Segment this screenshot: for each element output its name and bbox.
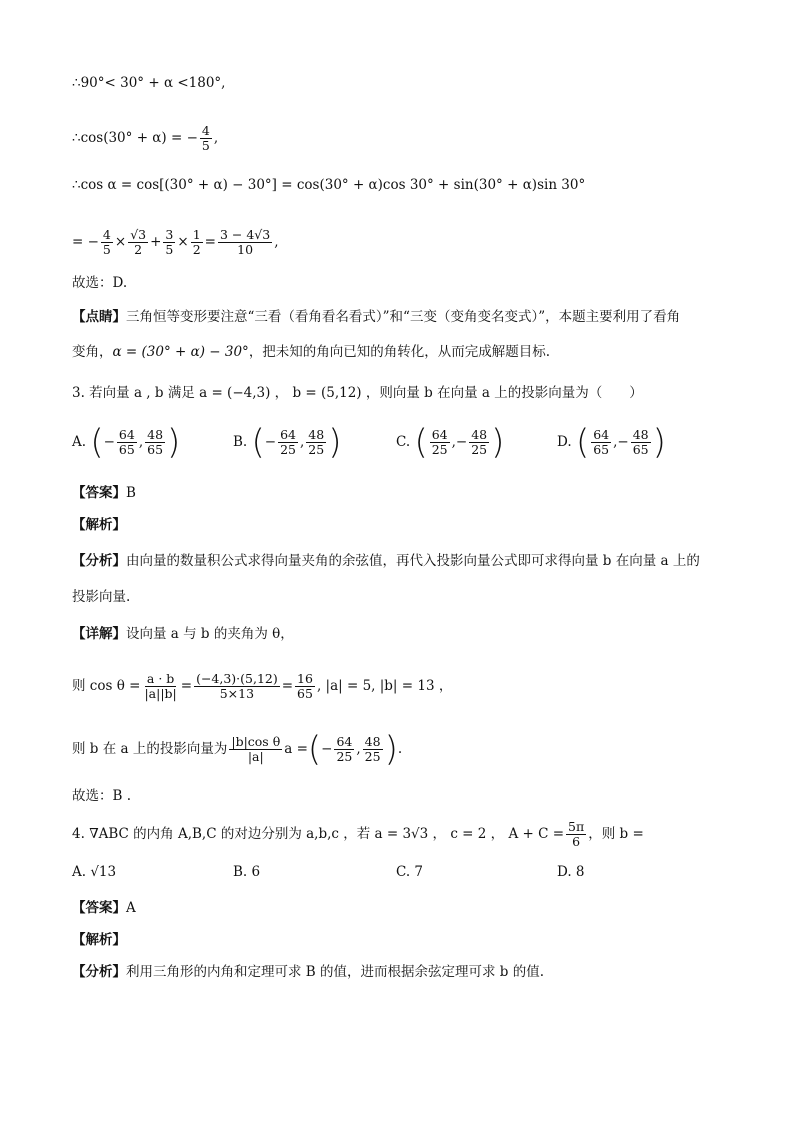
answer-4 xyxy=(72,898,136,918)
paren-close: ) xyxy=(384,729,398,770)
fraction xyxy=(229,735,282,764)
fraction-numerator: 64 xyxy=(593,427,610,442)
fraction-numerator: 3 − 4√3 xyxy=(219,227,271,242)
fraction xyxy=(591,428,611,457)
option-4a: A. √13 xyxy=(72,864,117,880)
option-4b: B. 6 xyxy=(233,864,261,880)
fraction-numerator: 64 xyxy=(280,427,296,442)
fraction-denominator: 25 xyxy=(364,749,381,764)
fraction xyxy=(430,428,450,457)
analysis-heading-4 xyxy=(72,930,126,950)
fraction-denominator: 25 xyxy=(336,749,353,764)
option-label: A. xyxy=(72,434,87,450)
fraction-numerator: 16 xyxy=(297,671,313,686)
projection-prefix: 则 b 在 a 上的投影向量为 xyxy=(72,741,228,757)
equals-sign: = xyxy=(281,678,294,694)
remark-line-2 xyxy=(72,342,550,362)
option-4c: C. 7 xyxy=(396,864,424,880)
step-line-4 xyxy=(72,228,279,257)
fraction-denominator: 25 xyxy=(471,442,488,457)
option-a: A. (− $\frac{64}{65}$ , $\frac{48}{65}$ ) xyxy=(72,422,181,463)
step-line-2 xyxy=(72,124,218,153)
fraction-numerator: 48 xyxy=(308,427,325,442)
fraction xyxy=(334,735,354,764)
cosine-formula-line xyxy=(72,672,452,701)
fraction-numerator: 48 xyxy=(147,427,164,442)
fraction-numerator: 4 xyxy=(201,123,210,138)
fraction-numerator: 64 xyxy=(431,427,448,442)
paren-close: ) xyxy=(167,422,181,463)
fraction-numerator: a · b xyxy=(146,671,175,686)
fraction-numerator: 64 xyxy=(336,734,353,749)
step-line-2-prefix: ∴cos(30° + α) = − xyxy=(72,130,198,146)
fraction-denominator: 65 xyxy=(147,442,164,457)
analysis-tag: 【解析】 xyxy=(72,932,126,948)
analysis-heading-3 xyxy=(72,515,126,535)
fraction xyxy=(117,428,137,457)
fraction xyxy=(278,428,298,457)
fraction-denominator: 65 xyxy=(297,686,313,701)
remark-tag: 【点睛】 xyxy=(72,309,126,325)
fraction-numerator: √3 xyxy=(130,227,147,242)
times-sign: × xyxy=(114,234,127,250)
analysis-text: 由向量的数量积公式求得向量夹角的余弦值，再代入投影向量公式即可求得向量 b 在向量 a 上的 xyxy=(126,553,700,569)
paren-open: ( xyxy=(251,422,265,463)
fraction-denominator: 5×13 xyxy=(219,686,255,701)
fraction xyxy=(142,672,178,701)
fraction xyxy=(101,228,113,257)
fraction-numerator: 3 xyxy=(165,227,174,242)
detail-3-line-1 xyxy=(72,624,294,644)
option-b: B. (− $\frac{64}{25}$ , $\frac{48}{25}$ ) xyxy=(233,422,342,463)
fraction xyxy=(631,428,651,457)
fraction-denominator: 25 xyxy=(308,442,325,457)
paren-open: ( xyxy=(307,729,322,770)
question-suffix: ，则 b = xyxy=(588,826,644,842)
choice-line-b: 故选：B . xyxy=(72,788,132,804)
analysis-sub-tag: 【分析】 xyxy=(72,964,126,980)
remark-line-1 xyxy=(72,307,680,327)
paren-open: ( xyxy=(90,422,104,463)
analysis-4-line-1 xyxy=(72,962,544,982)
analysis-text: 利用三角形的内角和定理可求 B 的值，进而根据余弦定理可求 b 的值. xyxy=(126,964,545,980)
analysis-3-line-2: 投影向量. xyxy=(72,589,131,605)
punctuation: , xyxy=(213,130,219,146)
fraction-denominator: 2 xyxy=(192,242,201,257)
projection-mid: a = xyxy=(284,741,308,757)
equals-sign: = xyxy=(180,678,193,694)
fraction-denominator: 5 xyxy=(165,242,174,257)
question-text: ∇ABC 的内角 A,B,C 的对边分别为 a,b,c ，若 a = 3√3 ， c = 2 ， A + C = xyxy=(89,826,565,842)
fraction-denominator: |a| xyxy=(247,749,264,764)
times-sign: × xyxy=(177,234,189,250)
option-4d: D. 8 xyxy=(557,864,585,880)
answer-value: B xyxy=(126,485,136,501)
fraction-numerator: 48 xyxy=(632,427,649,442)
remark-suffix: ，把未知的角向已知的角转化，从而完成解题目标. xyxy=(248,344,551,360)
fraction xyxy=(566,820,586,849)
punctuation: . xyxy=(397,741,403,757)
detail-tag: 【详解】 xyxy=(72,626,126,642)
fraction-denominator: 65 xyxy=(118,442,135,457)
fraction xyxy=(218,228,272,257)
fraction xyxy=(191,228,203,257)
fraction-denominator: 65 xyxy=(593,442,610,457)
fraction-denominator: 5 xyxy=(102,242,111,257)
magnitudes-text: , |a| = 5, |b| = 13 ， xyxy=(316,678,453,694)
fraction-denominator: 10 xyxy=(237,242,254,257)
answer-3 xyxy=(72,483,136,503)
option-label: C. xyxy=(396,434,411,450)
analysis-sub-tag: 【分析】 xyxy=(72,553,126,569)
punctuation: , xyxy=(274,234,279,250)
fraction xyxy=(363,735,383,764)
projection-line: 则 b 在 a 上的投影向量为 $\frac{\text{|b|cos θ}}{|a|}$ a =(− $\frac{64}{25}$ , $\frac{48}{25}$ ). xyxy=(72,729,403,770)
option-c: C. ( $\frac{64}{25}$ ,− $\frac{48}{25}$ ) xyxy=(396,422,505,463)
step-line-1: ∴90°< 30° + α <180°, xyxy=(72,75,226,91)
fraction xyxy=(145,428,165,457)
fraction-denominator: 6 xyxy=(572,834,581,849)
analysis-tag: 【解析】 xyxy=(72,517,126,533)
paren-close: ) xyxy=(652,422,666,463)
question-number: 4. xyxy=(72,826,85,842)
equals-sign: = xyxy=(204,234,216,250)
answer-tag: 【答案】 xyxy=(72,485,126,501)
fraction-denominator: 5 xyxy=(201,138,210,153)
fraction-numerator: 48 xyxy=(364,734,381,749)
fraction-numerator: 4 xyxy=(102,227,111,242)
fraction-numerator: |b|cos θ xyxy=(231,734,281,749)
fraction-denominator: |a||b| xyxy=(144,686,177,701)
paren-close: ) xyxy=(328,422,342,463)
answer-value: A xyxy=(126,900,136,916)
choice-line-d: 故选：D. xyxy=(72,275,128,291)
answer-tag: 【答案】 xyxy=(72,900,126,916)
fraction xyxy=(194,672,280,701)
fraction xyxy=(295,672,315,701)
fraction xyxy=(469,428,489,457)
fraction-numerator: 48 xyxy=(471,427,488,442)
fraction-numerator: (−4,3)·(5,12) xyxy=(196,671,278,686)
question-4 xyxy=(72,820,644,849)
paren-open: ( xyxy=(414,422,428,463)
remark-text: 三角恒等变形要注意“三看（看角看名看式）”和“三变（变角变名变式）”，本题主要利用了看角 xyxy=(126,309,681,325)
remark-prefix: 变角， xyxy=(72,344,113,360)
fraction xyxy=(200,124,212,153)
plus-sign: + xyxy=(150,234,162,250)
analysis-3-line-1 xyxy=(72,551,700,571)
fraction-numerator: 64 xyxy=(118,427,135,442)
fraction-denominator: 25 xyxy=(431,442,448,457)
fraction xyxy=(128,228,148,257)
fraction xyxy=(306,428,326,457)
fraction-denominator: 65 xyxy=(632,442,649,457)
option-label: D. xyxy=(557,434,572,450)
step-line-3: ∴cos α = cos[(30° + α) − 30°] = cos(30° + α)cos 30° + sin(30° + α)sin 30° xyxy=(72,177,586,193)
angle-formula: α = (30° + α) − 30° xyxy=(112,344,249,360)
equals-minus: = − xyxy=(72,234,99,250)
detail-text: 设向量 a 与 b 的夹角为 θ， xyxy=(126,626,294,642)
fraction xyxy=(163,228,175,257)
paren-close: ) xyxy=(491,422,505,463)
fraction-numerator: 5π xyxy=(568,819,585,834)
cosine-prefix: 则 cos θ = xyxy=(72,678,141,694)
fraction-numerator: 1 xyxy=(192,227,201,242)
question-3: 3. 若向量 a , b 满足 a = (−4,3) ， b = (5,12) ，则向量 b 在向量 a 上的投影向量为（ ） xyxy=(72,385,643,401)
paren-open: ( xyxy=(575,422,590,463)
option-label: B. xyxy=(233,434,248,450)
option-d: D. ( $\frac{64}{65}$ ,− $\frac{48}{65}$ ) xyxy=(557,422,666,463)
fraction-denominator: 25 xyxy=(280,442,296,457)
fraction-denominator: 2 xyxy=(134,242,143,257)
